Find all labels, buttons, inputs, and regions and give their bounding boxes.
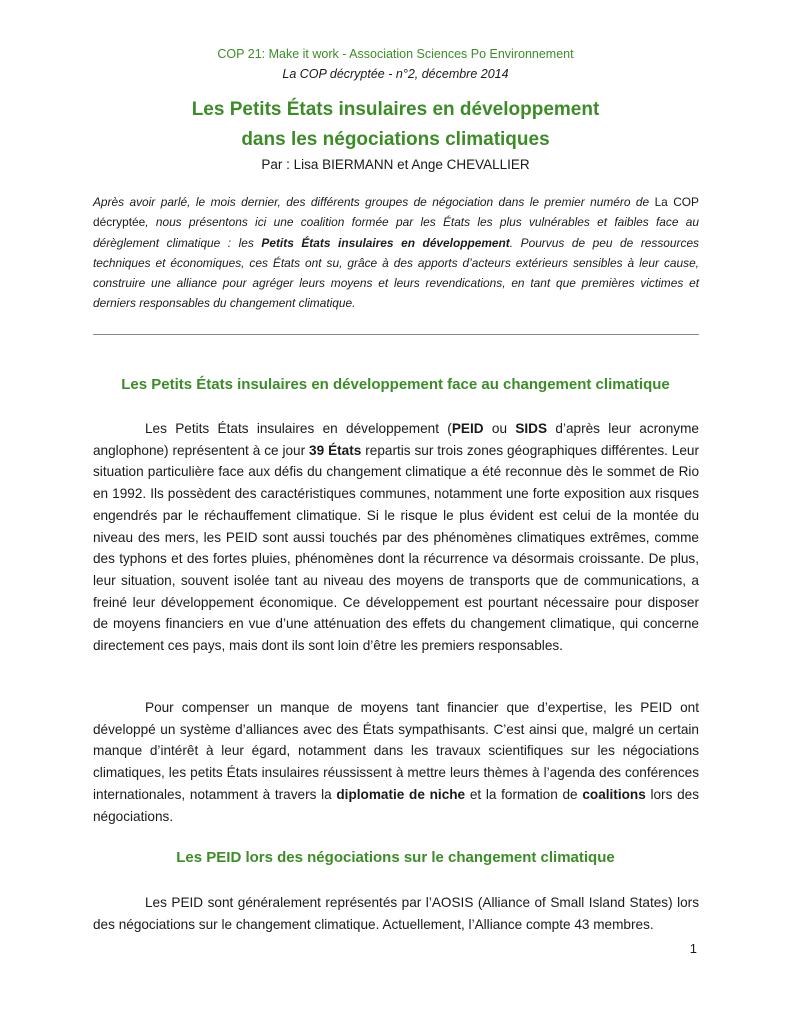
bold-term-peid: PEID	[451, 421, 484, 436]
bold-term-coalitions: coalitions	[582, 786, 646, 802]
paragraph-text: d’après leur acronyme anglophone) représentent à ce jour	[93, 421, 699, 458]
paragraph-text: repartis sur trois zones géographiques différentes. Leur situation particulière face aux défis du changement climatique a été reconnue dès le sommet de Rio en 1992. Ils possèdent des caractéristiques communes, notamment une forte exposition aux risques engendrés par le réchauffement climatique. Si le risque le plus évident est celui de la montée du niveau des mers, les PEID sont aussi touchés par des phénomènes climatiques extrêmes, comme des typhons et des fortes pluies, phénomènes dont la récurrence va désormais croissante. De plus, leur situation, souvent isolée tant au niveau des moyens de transports que de communications, a freiné leur développement économique. Ce développement est pourtant nécessaire pour disposer de moyens financiers en vue d’une atténuation des effets du changement climatique, qui concerne directement ces pays, mais dont ils sont loin d’être les premiers responsables.	[93, 442, 700, 654]
bold-term-39-etats: 39 États	[309, 442, 362, 458]
section-heading-2: Les PEID lors des négociations sur le changement climatique	[176, 849, 615, 866]
paragraph-text: et la formation de	[465, 786, 583, 802]
paragraph-text: ou	[483, 421, 516, 436]
article-title-line-2: dans les négociations climatiques	[241, 129, 550, 150]
running-header-issue: La COP décryptée - n°2, décembre 2014	[282, 67, 509, 81]
abstract-text-1: Après avoir parlé, le mois dernier, des différents groupes de négociation dans le premier numéro de	[93, 195, 655, 209]
paragraph-text: Les Petits États insulaires en développement (	[145, 421, 452, 436]
abstract-text-3: . Pourvus de peu de ressources techniques et économiques, ces États ont su, grâce à des apports d’acteurs extérieurs sensibles à leur cause, construire une alliance pour agréger leurs moyens et leurs revendications, en tant que premières victimes et derniers responsables du changement climatique.	[93, 235, 700, 311]
abstract-publication-name: La COP décryptée	[93, 195, 699, 230]
paragraph-text: lors des négociations.	[93, 786, 699, 824]
article-authors: Par : Lisa BIERMANN et Ange CHEVALLIER	[261, 157, 530, 172]
bold-term-sids: SIDS	[515, 421, 548, 436]
paragraph-text: Pour compenser un manque de moyens tant financier que d’expertise, les PEID ont développé un système d’alliances avec des États sympathisants. C’est ainsi que, malgré un certain manque d’intérêt à leur égard, notamment dans les travaux scientifiques sur les négociations climatiques, les petits États insulaires réussissent à mettre leurs thèmes à l’agenda des conférences internationales, notamment à travers la	[93, 700, 699, 802]
running-header-title: COP 21: Make it work - Association Sciences Po Environnement	[217, 47, 574, 61]
bold-term-diplomatie-de-niche: diplomatie de niche	[336, 786, 466, 802]
section-1-paragraph-2	[93, 697, 699, 827]
article-title-line-1: Les Petits États insulaires en développement	[191, 99, 600, 120]
abstract-text-2: , nous présentons ici une coalition formée par les États les plus vulnérables et faibles face au dérèglement climatique : les	[93, 215, 699, 250]
abstract-divider	[93, 334, 699, 335]
section-1-paragraph-1	[93, 418, 699, 657]
section-2-paragraph-1: Les PEID sont généralement représentés par l’AOSIS (Alliance of Small Island States) lors des négociations sur le changement climatique. Actuellement, l’Alliance compte 43 membres.	[93, 895, 699, 932]
article-abstract	[93, 192, 699, 314]
abstract-bold-term: Petits États insulaires en développement	[261, 235, 510, 250]
section-heading-1: Les Petits États insulaires en développement face au changement climatique	[121, 376, 670, 393]
page-number: 1	[689, 941, 697, 956]
